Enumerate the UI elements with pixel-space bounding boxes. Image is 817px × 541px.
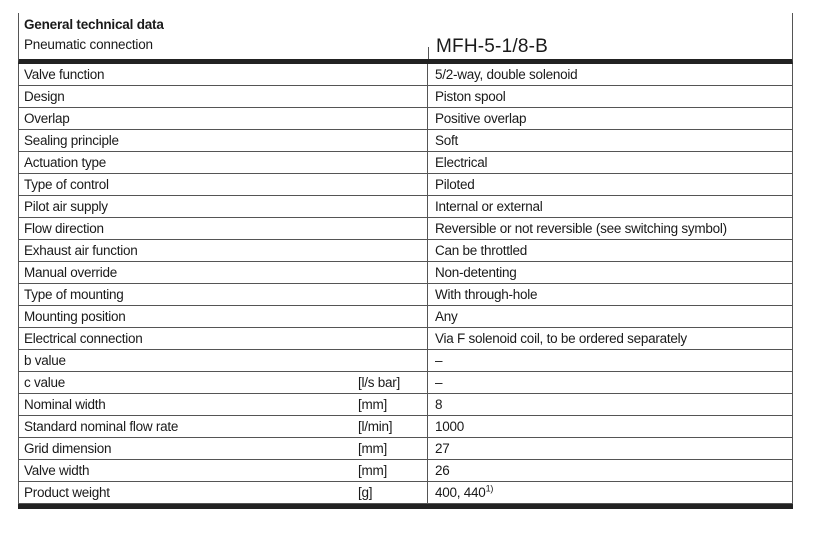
row-value: –: [435, 375, 443, 390]
row-value: 26: [435, 463, 450, 478]
row-unit: [354, 240, 428, 262]
row-label: Valve function: [19, 64, 355, 86]
row-unit: [354, 86, 428, 108]
technical-data-sheet: [18, 13, 793, 509]
row-unit: [354, 306, 428, 328]
row-value: Electrical: [435, 155, 488, 170]
row-unit: [354, 350, 428, 372]
row-label: Pilot air supply: [19, 196, 355, 218]
row-unit: [mm]: [354, 438, 428, 460]
table-row: [19, 218, 793, 240]
header-divider: [428, 47, 429, 59]
row-unit: [354, 108, 428, 130]
row-value-cell: [428, 460, 793, 482]
row-value-cell: [428, 394, 793, 416]
row-value: Reversible or not reversible (see switching symbol): [435, 221, 727, 236]
row-value-cell: [428, 262, 793, 284]
table-title: General technical data: [24, 17, 164, 32]
row-value: 27: [435, 441, 450, 456]
row-value-cell: [428, 284, 793, 306]
table-row: [19, 130, 793, 152]
row-value-cell: [428, 64, 793, 86]
row-value: Non-detenting: [435, 265, 517, 280]
table-row: [19, 350, 793, 372]
row-label: Type of control: [19, 174, 355, 196]
table-row: [19, 240, 793, 262]
row-value-cell: [428, 416, 793, 438]
row-label: Type of mounting: [19, 284, 355, 306]
row-unit: [354, 218, 428, 240]
row-value-cell: [428, 218, 793, 240]
row-label: Sealing principle: [19, 130, 355, 152]
header-product-code: MFH-5-1/8-B: [436, 36, 548, 57]
row-unit: [mm]: [354, 394, 428, 416]
row-value-cell: [428, 130, 793, 152]
table-row: [19, 394, 793, 416]
table-row: [19, 372, 793, 394]
row-unit: [354, 284, 428, 306]
table-row: [19, 306, 793, 328]
row-value: Piloted: [435, 177, 475, 192]
row-unit: [354, 196, 428, 218]
table-row: [19, 108, 793, 130]
row-unit: [354, 64, 428, 86]
row-value: Via F solenoid coil, to be ordered separately: [435, 331, 687, 346]
row-value-cell: [428, 174, 793, 196]
table-row: [19, 152, 793, 174]
row-value: Soft: [435, 133, 459, 148]
row-label: Exhaust air function: [19, 240, 355, 262]
footnote-marker: 1): [485, 483, 494, 494]
row-label: Design: [19, 86, 355, 108]
row-label: Actuation type: [19, 152, 355, 174]
row-unit: [354, 130, 428, 152]
row-unit: [mm]: [354, 460, 428, 482]
table-row: [19, 262, 793, 284]
row-value-cell: [428, 240, 793, 262]
row-unit: [354, 262, 428, 284]
technical-data-table: [18, 64, 793, 504]
table-row: [19, 174, 793, 196]
row-label: c value: [19, 372, 355, 394]
row-label: Product weight: [19, 482, 355, 504]
row-value: –: [435, 353, 443, 368]
table-row: [19, 196, 793, 218]
row-unit: [354, 152, 428, 174]
row-label: Mounting position: [19, 306, 355, 328]
row-unit: [l/min]: [354, 416, 428, 438]
table-row: [19, 482, 793, 504]
table-row: [19, 460, 793, 482]
row-unit: [354, 174, 428, 196]
row-value: 8: [435, 397, 443, 412]
row-value: Piston spool: [435, 89, 506, 104]
row-label: Manual override: [19, 262, 355, 284]
row-value: Internal or external: [435, 199, 543, 214]
row-unit: [354, 328, 428, 350]
header-label: Pneumatic connection: [24, 37, 153, 52]
row-value-cell: [428, 328, 793, 350]
row-label: Valve width: [19, 460, 355, 482]
table-row: [19, 284, 793, 306]
row-value-cell: [428, 108, 793, 130]
row-label: Overlap: [19, 108, 355, 130]
row-value-cell: [428, 196, 793, 218]
table-row: [19, 328, 793, 350]
row-label: Nominal width: [19, 394, 355, 416]
row-unit: [g]: [354, 482, 428, 504]
row-value-cell: [428, 152, 793, 174]
row-value-cell: [428, 306, 793, 328]
table-row: [19, 64, 793, 86]
row-value: With through-hole: [435, 287, 538, 302]
row-label: Grid dimension: [19, 438, 355, 460]
row-value-cell: [428, 86, 793, 108]
table-row: [19, 416, 793, 438]
row-value-cell: [428, 482, 793, 504]
row-label: Flow direction: [19, 218, 355, 240]
row-label: Standard nominal flow rate: [19, 416, 355, 438]
row-value: Positive overlap: [435, 111, 527, 126]
row-unit: [l/s bar]: [354, 372, 428, 394]
row-value: 400, 440: [435, 485, 486, 500]
row-value-cell: [428, 372, 793, 394]
header-row: [18, 35, 793, 64]
table-row: [19, 438, 793, 460]
row-label: Electrical connection: [19, 328, 355, 350]
title-row: [18, 13, 793, 35]
row-value: Any: [435, 309, 458, 324]
table-row: [19, 86, 793, 108]
row-value: 5/2-way, double solenoid: [435, 67, 578, 82]
row-value: 1000: [435, 419, 465, 434]
row-value: Can be throttled: [435, 243, 528, 258]
row-value-cell: [428, 350, 793, 372]
row-value-cell: [428, 438, 793, 460]
row-label: b value: [19, 350, 355, 372]
bottom-rule: [18, 504, 793, 509]
